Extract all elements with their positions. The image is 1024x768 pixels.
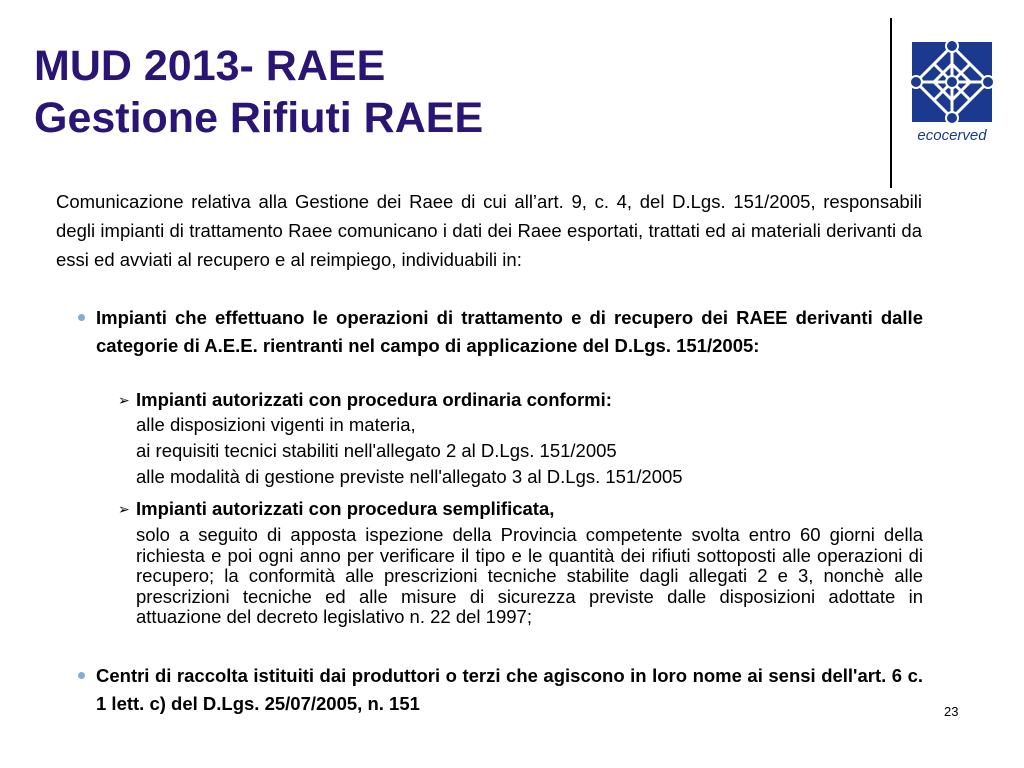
- subitem-procedura-semplificata: [118, 497, 923, 628]
- intro-paragraph: Comunicazione relativa alla Gestione dei Raee di cui all’art. 9, c. 4, del D.Lgs. 151/2005, responsabili degli impianti di trattamento Raee comunicano i dati dei Raee esportati, trattati ed ai materiali derivanti da essi ed avviati al recupero e al reimpiego, individuabili in:: [56, 191, 922, 270]
- page-number: 23: [944, 704, 959, 719]
- ecocerved-logo-text: ecocerved: [917, 127, 987, 144]
- arrow-bullet-icon: ➢: [118, 501, 130, 517]
- ecocerved-logo-icon: [904, 36, 1000, 148]
- ecocerved-logo: [904, 36, 1000, 148]
- subitem-heading: Impianti autorizzati con procedura ordinaria conformi:: [136, 389, 612, 410]
- header-divider: [890, 18, 892, 188]
- subitem-procedura-ordinaria: [118, 388, 923, 490]
- slide-title: [34, 40, 483, 144]
- subitem-line: ai requisiti tecnici stabiliti nell'allegato 2 al D.Lgs. 151/2005: [136, 440, 617, 461]
- bullet-item-impianti: [78, 304, 923, 360]
- bullet-text: Centri di raccolta istituiti dai produttori o terzi che agiscono in loro nome ai sensi dell'art. 6 c. 1 lett. c) del D.Lgs. 25/07/2005, n. 151: [96, 665, 923, 714]
- bullet-dot-icon: [78, 314, 85, 321]
- slide-title-line2: Gestione Rifiuti RAEE: [34, 94, 484, 142]
- subitem-line: alle disposizioni vigenti in materia,: [136, 414, 416, 435]
- slide-title-line1: MUD 2013- RAEE: [34, 42, 386, 90]
- bullet-text: Impianti che effettuano le operazioni di trattamento e di recupero dei RAEE derivanti dalle categorie di A.E.E. rientranti nel campo di applicazione del D.Lgs. 151/2005:: [96, 307, 923, 356]
- subitem-paragraph: solo a seguito di apposta ispezione della Provincia competente svolta entro 60 giorni della richiesta e poi ogni anno per verificare il tipo e le quantità dei rifiuti sottoposti alle operazioni di recupero; la conformità alle prescrizioni tecniche stabilite dagli allegati 2 e 3, nonchè alle prescrizioni tecniche ed alle misure di sicurezza previste dalle disposizioni adottate in attuazione del decreto legislativo n. 22 del 1997;: [136, 524, 923, 627]
- subitem-heading: Impianti autorizzati con procedura semplificata,: [136, 498, 555, 519]
- bullet-item-centri-raccolta: [78, 662, 923, 718]
- arrow-bullet-icon: ➢: [118, 392, 130, 408]
- bullet-dot-icon: [78, 672, 85, 679]
- subitem-line: alle modalità di gestione previste nell'allegato 3 al D.Lgs. 151/2005: [136, 466, 683, 487]
